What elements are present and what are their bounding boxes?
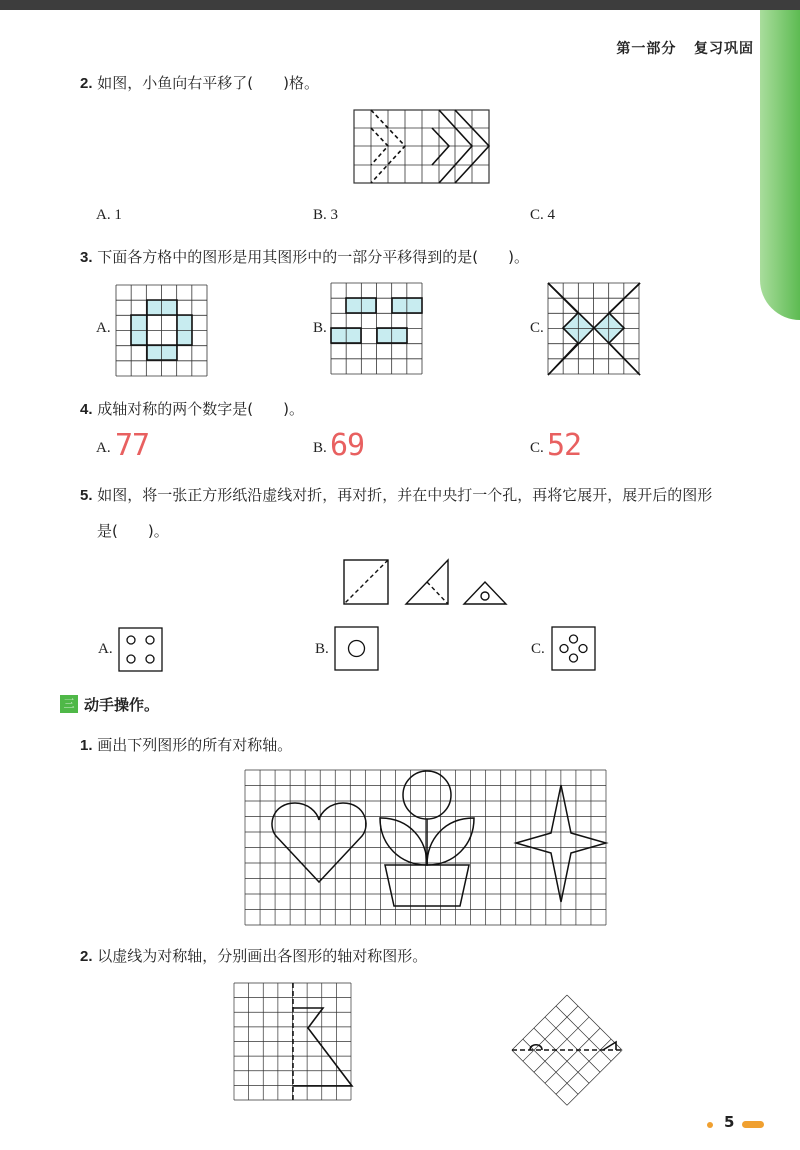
side-tab xyxy=(760,10,800,320)
q2-option-a[interactable]: A. 1 xyxy=(96,207,122,223)
q3-option-b[interactable]: B. xyxy=(313,320,327,336)
reflection-grid-figure-1 xyxy=(234,983,352,1103)
q3-figure-c xyxy=(548,283,640,375)
top-bar xyxy=(0,0,800,10)
question-text: 如图，小鱼向右平移了( )格。 xyxy=(97,74,320,92)
question-number: 2. xyxy=(80,948,93,965)
practice-2 xyxy=(80,945,427,966)
q4-option-c[interactable]: C. xyxy=(530,440,544,456)
practice-1 xyxy=(80,734,292,755)
question-number: 2. xyxy=(80,75,93,92)
question-number: 5. xyxy=(80,487,93,504)
question-text: 画出下列图形的所有对称轴。 xyxy=(97,736,293,754)
question-5-line2: 是( )。 xyxy=(97,522,169,540)
q5-option-a[interactable]: A. xyxy=(98,641,113,657)
page-header xyxy=(616,38,754,58)
page-bar xyxy=(742,1121,764,1128)
q2-option-b[interactable]: B. 3 xyxy=(313,207,339,223)
header-section: 第一部分 xyxy=(616,41,677,57)
q4-digits-b: 69 xyxy=(330,428,365,463)
q5-option-c[interactable]: C. xyxy=(531,641,545,657)
question-text: 成轴对称的两个数字是( )。 xyxy=(97,400,305,418)
q3-option-a[interactable]: A. xyxy=(96,320,111,336)
question-4 xyxy=(80,398,304,419)
q5-figure-a xyxy=(118,627,164,673)
q3-figure-b xyxy=(331,283,423,375)
question-number: 1. xyxy=(80,737,93,754)
symmetry-axes-grid-figure xyxy=(245,770,607,926)
page-dot xyxy=(707,1122,713,1128)
q2-option-c[interactable]: C. 4 xyxy=(530,207,556,223)
folding-steps-figure xyxy=(342,558,512,606)
question-text: 以虚线为对称轴，分别画出各图形的轴对称图形。 xyxy=(97,947,428,965)
fish-grid-figure xyxy=(354,110,490,184)
q4-digits-a: 77 xyxy=(115,428,150,463)
question-text: 如图，将一张正方形纸沿虚线对折，再对折，并在中央打一个孔，再将它展开，展开后的图形 xyxy=(97,486,713,504)
header-title: 复习巩固 xyxy=(694,41,754,57)
question-2 xyxy=(80,72,319,93)
q4-option-a[interactable]: A. xyxy=(96,440,111,456)
q4-digits-c: 52 xyxy=(547,428,582,463)
q3-figure-a xyxy=(116,285,208,377)
q5-option-b[interactable]: B. xyxy=(315,641,329,657)
question-number: 4. xyxy=(80,401,93,418)
section-badge: 三 xyxy=(60,695,78,713)
question-number: 3. xyxy=(80,249,93,266)
page-number: 5 xyxy=(724,1113,735,1131)
q4-option-b[interactable]: B. xyxy=(313,440,327,456)
q5-figure-b xyxy=(334,626,380,672)
reflection-grid-figure-2 xyxy=(508,995,626,1107)
section-title: 动手操作。 xyxy=(84,696,160,714)
q5-figure-c xyxy=(551,626,597,672)
question-text: 下面各方格中的图形是用其图形中的一部分平移得到的是( )。 xyxy=(97,248,530,266)
q3-option-c[interactable]: C. xyxy=(530,320,544,336)
question-3 xyxy=(80,246,529,267)
question-5 xyxy=(80,484,712,505)
